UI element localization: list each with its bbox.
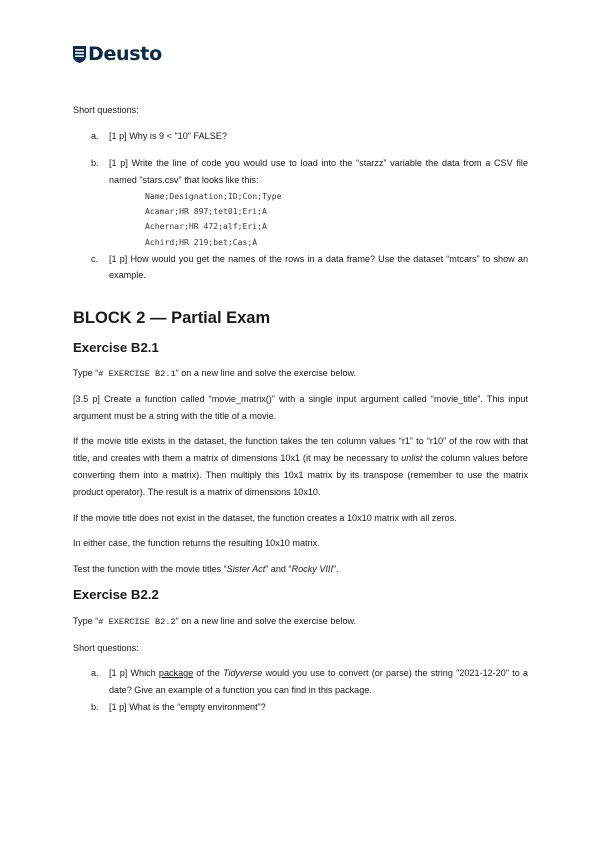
exercise-b21-paragraph-5 (73, 561, 528, 578)
exercise-b21-paragraph-1: [3.5 p] Create a function called “movie_matrix()” with a single input argument called “movie_title”. This input argument must be a string with the title of a movie. (73, 394, 528, 421)
question-text: [1 p] How would you get the names of the rows in a data frame? Use the dataset “mtcars” to show an example. (109, 253, 528, 281)
instruction-code: # EXERCISE B2.1 (98, 368, 176, 379)
question-text: [1 p] Why is 9 < "10" FALSE? (109, 130, 227, 141)
code-line: Name;Designation;ID;Con;Type (145, 191, 282, 201)
question-text: [1 p] Write the line of code you would use to load into the “starzz” variable the data from a CSV file named "stars.csv" that looks like this: (109, 158, 528, 185)
deusto-shield-icon (73, 46, 86, 63)
question-b (73, 155, 528, 250)
question-marker: c. (91, 253, 99, 264)
question-text (109, 665, 528, 698)
csv-code-block (145, 189, 528, 250)
code-line: Achernar;HR 472;alf;Eri;A (145, 221, 267, 232)
question-marker: b. (91, 702, 99, 712)
short-questions-list (73, 128, 528, 284)
exercise-b22-title: Exercise B2.2 (73, 587, 159, 602)
short-questions-heading-2: Short questions: (73, 642, 139, 653)
question-marker: a. (91, 130, 99, 141)
question-text-part: [1 p] Which (109, 668, 159, 678)
paragraph-text: ” and “ (265, 563, 292, 574)
exercise-b21-paragraph-4: In either case, the function returns the resulting 10x10 matrix. (73, 538, 320, 548)
instruction-text: Type “ (73, 616, 99, 626)
tidyverse-emphasis: Tidyverse (222, 668, 263, 678)
question-text-part: would you use to convert (or parse) the string "2021-12-20" to a date? Give an example of a function you can find in this package. (109, 668, 528, 695)
question-text-part: of the (193, 668, 223, 678)
code-line: Acamar;HR 897;tet01;Eri;A (145, 206, 267, 217)
question-a (73, 128, 528, 145)
short-questions-heading: Short questions: (73, 105, 139, 115)
movie-title-rocky-viii: Rocky VIII (291, 563, 333, 574)
block-title: BLOCK 2 — Partial Exam (73, 308, 271, 327)
movie-title-sister-act: Sister Act (226, 563, 266, 574)
paragraph-text: the column values before converting them into a matrix). Then multiply this 10x1 matrix by its transpose (remember to use the matrix product operator). The result is a matrix of dimensions 10x10. (73, 453, 528, 497)
instruction-text: Type “ (73, 367, 99, 378)
exercise-b21-title: Exercise B2.1 (73, 339, 159, 355)
instruction-code: # EXERCISE B2.2 (98, 617, 176, 627)
exercise-b21-instruction (73, 365, 528, 383)
question-a (73, 665, 528, 698)
exercise-b21-paragraph-2 (73, 433, 528, 500)
question-b (73, 699, 528, 716)
question-marker: b. (91, 158, 99, 168)
short-questions-list-2 (73, 665, 528, 716)
exam-content (73, 102, 528, 716)
underlined-word: package (158, 668, 194, 678)
question-marker: a. (91, 668, 99, 678)
deusto-logo (73, 44, 162, 64)
paragraph-emphasis: unlist (401, 453, 423, 464)
paragraph-text: If the movie title exists in the dataset, the function takes the ten column values “r1” to “r10” of the row with that title, and creates with them a matrix of dimensions 10x1 (it may be necessary to (73, 436, 528, 464)
instruction-text: ” on a new line and solve the exercise below. (175, 367, 357, 378)
question-text: [1 p] What is the “empty environment”? (109, 702, 266, 712)
exercise-b21-paragraph-3: If the movie title does not exist in the dataset, the function creates a 10x10 matrix with all zeros. (73, 512, 457, 523)
question-c (73, 251, 528, 284)
exercise-b22-instruction (73, 613, 528, 631)
code-line: Achird;HR 219;bet;Cas;A (145, 236, 258, 247)
paragraph-text: ”. (332, 563, 339, 574)
logo-wordmark: Deusto (88, 43, 162, 65)
paragraph-text: Test the function with the movie titles “ (73, 563, 227, 574)
instruction-text: ” on a new line and solve the exercise below. (175, 616, 357, 626)
